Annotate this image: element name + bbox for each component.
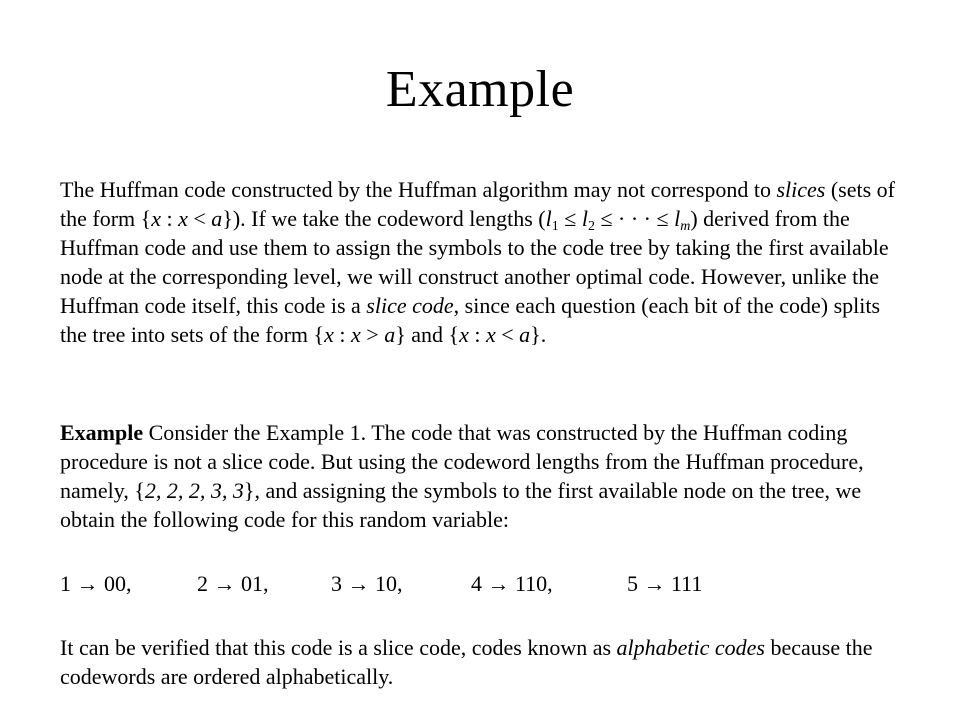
var-x: x	[178, 206, 188, 231]
text: }). If we take the codeword lengths (	[222, 206, 546, 231]
text: ) derived from the Huffman code and use them to assign the symbols to the code tree by taking the first available node at the corresponding level, we will construct another optimal code. However, unlike the Huffman code itself, this code is a	[60, 206, 889, 318]
text: because the codewords are ordered alphabetically.	[60, 635, 873, 689]
subscript: m	[680, 219, 691, 234]
text: , since each question (each bit of the code) splits the tree into sets of the form {	[60, 293, 881, 347]
text: It can be verified that this code is a slice code, codes known as	[60, 635, 617, 660]
paragraph-alphabetic-codes	[60, 633, 900, 691]
slide-title: Example	[385, 61, 575, 118]
text: <	[495, 322, 520, 347]
code-assignment-list	[60, 569, 900, 598]
code-item: 5 → 111	[627, 571, 703, 596]
text: :	[333, 322, 351, 347]
subscript: 1	[551, 219, 559, 234]
var-a: a	[211, 206, 223, 231]
paragraph-example	[60, 418, 900, 534]
var-a: a	[519, 322, 531, 347]
var-l: l	[674, 206, 681, 231]
text: ≤ · · · ≤	[594, 206, 675, 231]
text: <	[187, 206, 212, 231]
var-x: x	[151, 206, 161, 231]
text: }.	[530, 322, 547, 347]
example-label: Example	[60, 420, 144, 445]
text: }, and assigning the symbols to the first available node on the tree, we obtain the following code for this random variable:	[60, 478, 862, 532]
text: :	[468, 322, 486, 347]
code-item: 2 → 01,	[197, 571, 269, 596]
var-x: x	[324, 322, 334, 347]
term-slice-code: slice code	[366, 293, 454, 318]
term-slices: slices	[776, 177, 826, 202]
var-a: a	[384, 322, 396, 347]
var-x: x	[459, 322, 469, 347]
var-l: l	[581, 206, 588, 231]
text: } and {	[395, 322, 460, 347]
text: >	[360, 322, 385, 347]
code-item: 1 → 00,	[60, 571, 132, 596]
var-x: x	[485, 322, 496, 347]
paragraph-huffman-slices	[60, 175, 900, 349]
term-alphabetic-codes: alphabetic codes	[616, 635, 765, 660]
subscript: 2	[587, 219, 595, 234]
codeword-lengths: 2, 2, 2, 3, 3	[144, 478, 244, 503]
text: ≤	[558, 206, 582, 231]
var-l: l	[545, 206, 552, 231]
text: Consider the Example 1. The code that was constructed by the Huffman coding procedure is not a slice code. But using the codeword lengths from the Huffman procedure, namely, {	[60, 420, 864, 503]
text: :	[160, 206, 179, 231]
code-item: 3 → 10,	[331, 571, 403, 596]
text: The Huffman code constructed by the Huffman algorithm may not correspond to	[60, 177, 777, 202]
code-item: 4 → 110,	[471, 571, 553, 596]
var-x: x	[351, 322, 361, 347]
text: (sets of the form {	[60, 177, 895, 231]
